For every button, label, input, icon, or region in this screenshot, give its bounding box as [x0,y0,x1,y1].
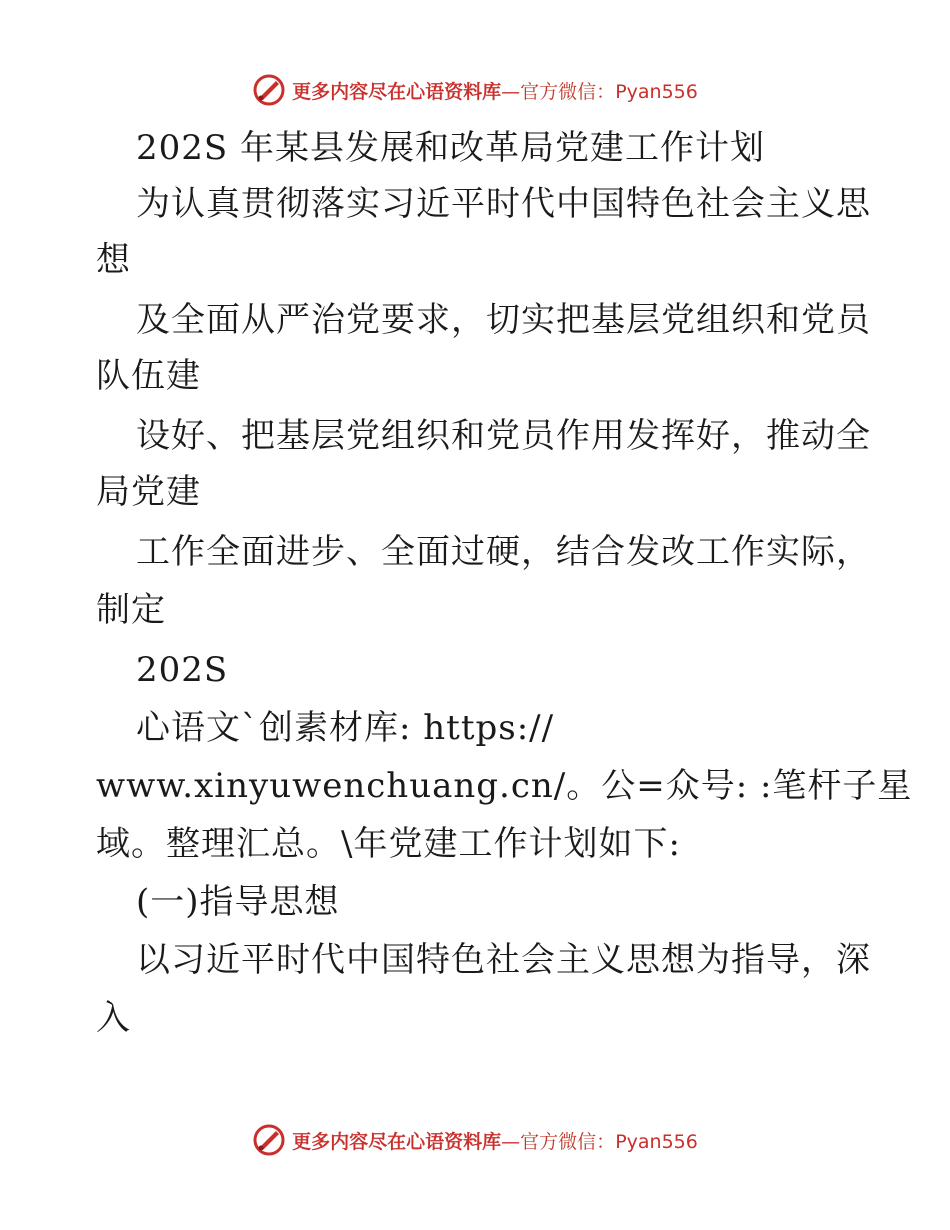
doc-line: 入 [96,998,131,1038]
doc-line: 制定 [96,590,166,630]
doc-line: 队伍建 [96,356,201,396]
watermark-account: Pyan556 [615,80,698,103]
watermark-dash: — [501,80,521,103]
doc-line: 域。整理汇总。\年党建工作计划如下: [96,824,681,864]
doc-line: www.xinyuwenchuang.cn/。公=众号: :笔杆子星 [96,766,913,806]
watermark-account: Pyan556 [615,1130,698,1153]
header-watermark-inner [252,73,698,107]
doc-line: 想 [96,240,131,280]
pen-seal-icon [252,73,286,107]
doc-line: 及全面从严治党要求，切实把基层党组织和党员 [136,300,871,340]
doc-line: 以习近平时代中国特色社会主义思想为指导，深 [136,940,871,980]
watermark-official: 官方微信： [520,80,616,103]
doc-line: 202S [136,650,229,690]
watermark-text [292,1127,698,1154]
doc-line: 为认真贯彻落实习近平时代中国特色社会主义思 [136,184,871,224]
footer-watermark [0,1122,950,1158]
watermark-dash: — [501,1130,521,1153]
watermark-text [292,77,698,104]
doc-title: 202S 年某县发展和改革局党建工作计划 [136,128,765,168]
pen-seal-icon [252,1123,286,1157]
doc-line: 局党建 [96,472,201,512]
watermark-main: 更多内容尽在心语资料库 [292,1130,502,1153]
watermark-main: 更多内容尽在心语资料库 [292,80,502,103]
watermark-official: 官方微信： [520,1130,616,1153]
doc-line: 工作全面进步、全面过硬，结合发改工作实际， [136,532,871,572]
footer-watermark-inner [252,1123,698,1157]
doc-line: 心语文`创素材库: https:// [136,708,555,748]
doc-line: 设好、把基层党组织和党员作用发挥好，推动全 [136,416,871,456]
section-heading: (一)指导思想 [136,882,340,922]
header-watermark [0,72,950,108]
